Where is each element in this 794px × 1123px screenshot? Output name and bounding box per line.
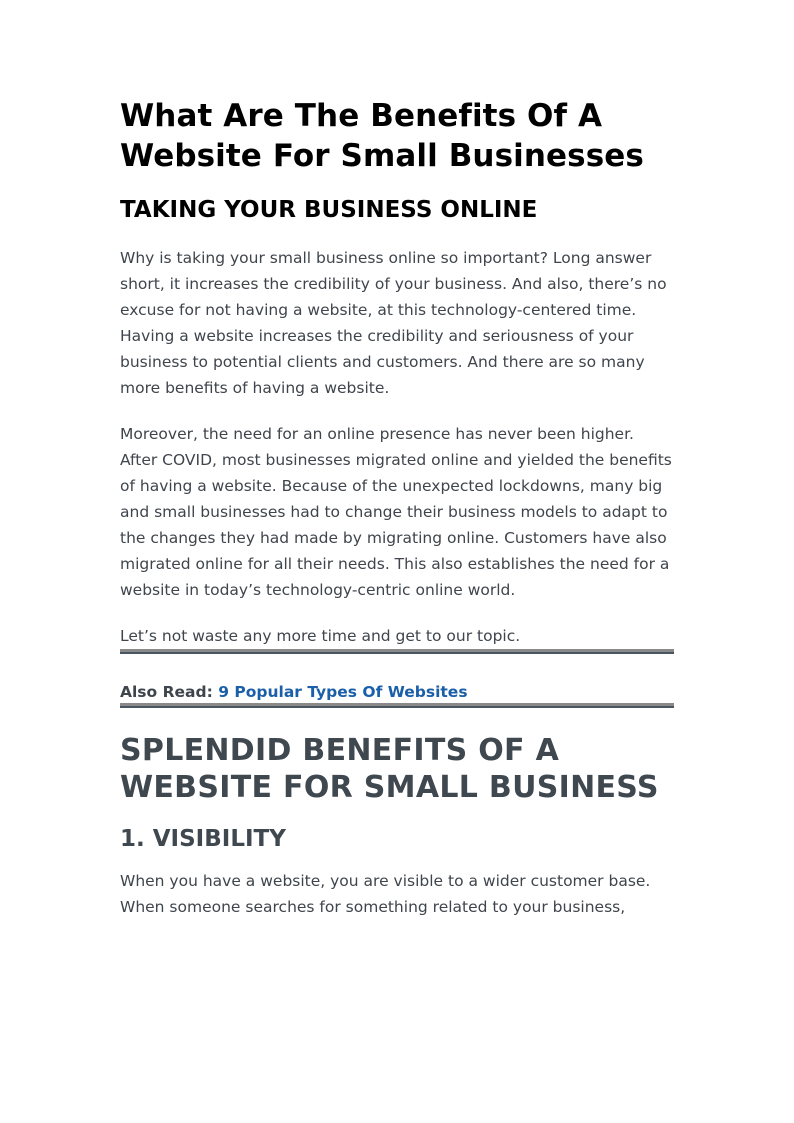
- also-read-label: Also Read:: [120, 683, 213, 701]
- article-title: What Are The Benefits Of A Website For Small Businesses: [120, 98, 644, 174]
- divider-top-dark: [120, 652, 674, 654]
- document-page: [120, 96, 674, 920]
- also-read-line: [120, 681, 674, 703]
- intro-paragraph-3: Let’s not waste any more time and get to our topic.: [120, 627, 521, 645]
- visibility-heading: 1. VISIBILITY: [120, 826, 286, 852]
- intro-heading: TAKING YOUR BUSINESS ONLINE: [120, 197, 538, 223]
- also-read-link[interactable]: 9 Popular Types Of Websites: [218, 683, 468, 701]
- intro-paragraph-2: Moreover, the need for an online presence has never been higher. After COVID, most businesses migrated online and yielded the benefits of having a website. Because of the unexpected lockdowns, many big and small businesses had to change their business models to adapt to the changes they had made by migrating online. Customers have also migrated online for all their needs. This also establishes the need for a website in today’s technology-centric online world.: [120, 425, 672, 599]
- section-heading: SPLENDID BENEFITS OF A WEBSITE FOR SMALL BUSINESS: [120, 733, 659, 805]
- divider-bottom-dark: [120, 706, 674, 708]
- intro-paragraph-1: Why is taking your small business online so important? Long answer short, it increases the credibility of your business. And also, there’s no excuse for not having a website, at this technology-centered time. Having a website increases the credibility and seriousness of your business to potential clients and customers. And there are so many more benefits of having a website.: [120, 249, 667, 397]
- visibility-paragraph: When you have a website, you are visible to a wider customer base. When someone searches for something related to your business,: [120, 872, 651, 916]
